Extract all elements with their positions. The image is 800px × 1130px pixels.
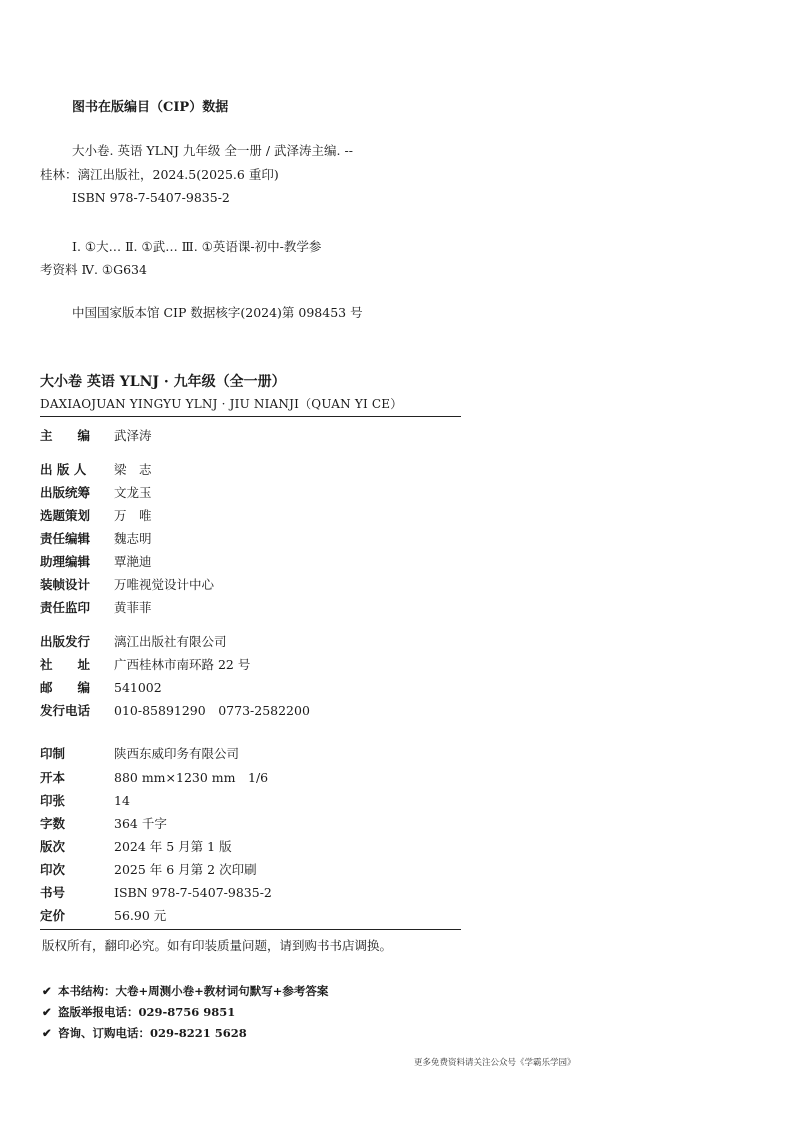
spec-label: [40, 884, 90, 902]
publisher-label: 发行电话: [40, 703, 91, 718]
cip-title: 图书在版编目（CIP）数据: [72, 100, 229, 115]
staff-row: [40, 576, 214, 594]
spec-row: [40, 861, 257, 879]
spec-label-char: 制: [52, 746, 66, 761]
staff-row: [40, 553, 152, 571]
staff-value: 黄菲菲: [114, 600, 152, 615]
staff-row: [40, 530, 152, 548]
staff-label: 责任监印: [40, 600, 91, 615]
spec-label: [40, 769, 90, 787]
spec-label-char: 印: [40, 793, 53, 808]
staff-label: 装帧设计: [40, 577, 91, 592]
cip-line-1: 大小卷. 英语 YLNJ 九年级 全一册 / 武泽涛主编. --: [72, 143, 353, 158]
info-bullet: [42, 983, 328, 999]
spec-label-char: 字: [40, 816, 53, 831]
spec-value: 陕西东威印务有限公司: [114, 746, 240, 761]
copyright-notice: 版权所有，翻印必究。如有印装质量问题，请到购书书店调换。: [42, 938, 393, 953]
publisher-row: [40, 679, 162, 697]
staff-value: 覃滟迪: [114, 554, 152, 569]
staff-value: 梁 志: [114, 462, 152, 477]
staff-value: 魏志明: [114, 531, 152, 546]
info-bullet: [42, 1004, 235, 1020]
footer-note: 更多免费资料请关注公众号《学霸乐学园》: [414, 1058, 576, 1068]
spec-row: [40, 745, 239, 763]
spec-row: [40, 815, 167, 833]
bullet-text: 本书结构：大卷+周测小卷+教材词句默写+参考答案: [58, 984, 329, 998]
publisher-label: 出版发行: [40, 634, 91, 649]
spec-value: 2025 年 6 月第 2 次印刷: [114, 862, 257, 877]
spec-label-char: 书: [40, 885, 53, 900]
staff-value: 万唯视觉设计中心: [114, 577, 215, 592]
publisher-label: 社 址: [40, 657, 91, 672]
spec-label: [40, 838, 90, 856]
staff-row: [40, 599, 152, 617]
spec-value: 14: [114, 793, 130, 808]
spec-label-char: 数: [52, 816, 66, 831]
cip-line-6: 中国国家版本馆 CIP 数据核字(2024)第 098453 号: [72, 305, 363, 320]
spec-label-char: 价: [52, 908, 66, 923]
spec-value: 2024 年 5 月第 1 版: [114, 839, 232, 854]
cip-line-4: Ⅰ. ①大… Ⅱ. ①武… Ⅲ. ①英语课-初中-教学参: [72, 239, 322, 254]
spec-label: [40, 861, 90, 879]
spec-value: ISBN 978-7-5407-9835-2: [114, 885, 272, 900]
info-bullet: [42, 1025, 247, 1041]
spec-label-char: 版: [40, 839, 53, 854]
bullet-text: 咨询、订购电话：029-8221 5628: [58, 1026, 247, 1040]
bullet-text: 盗版举报电话：029-8756 9851: [58, 1005, 236, 1019]
spec-label-char: 定: [40, 908, 53, 923]
spec-label-char: 号: [52, 885, 66, 900]
spec-row: [40, 769, 268, 787]
spec-row: [40, 907, 166, 925]
staff-value: 万 唯: [114, 508, 152, 523]
divider-bottom: [40, 929, 461, 930]
spec-label: [40, 815, 90, 833]
staff-value: 武泽涛: [114, 428, 152, 443]
publisher-row: [40, 633, 227, 651]
spec-row: [40, 838, 232, 856]
spec-label: [40, 907, 90, 925]
spec-label-char: 张: [52, 793, 66, 808]
staff-row: [40, 484, 152, 502]
spec-label-char: 本: [52, 770, 66, 785]
book-title-pinyin: DAXIAOJUAN YINGYU YLNJ · JIU NIANJI（QUAN YI CE）: [40, 397, 403, 411]
cip-line-5: 考资料 Ⅳ. ①G634: [40, 262, 147, 277]
publisher-value: 漓江出版社有限公司: [114, 634, 227, 649]
spec-label-char: 次: [52, 839, 66, 854]
publisher-value: 541002: [114, 680, 162, 695]
divider-top: [40, 416, 461, 417]
spec-value: 364 千字: [114, 816, 167, 831]
publisher-row: [40, 702, 310, 720]
staff-label: 选题策划: [40, 508, 91, 523]
staff-label: 出 版 人: [40, 462, 87, 477]
staff-row: [40, 461, 152, 479]
staff-value: 文龙玉: [114, 485, 152, 500]
check-icon: ✔: [42, 1026, 52, 1040]
staff-label: 出版统筹: [40, 485, 91, 500]
spec-label-char: 印: [40, 746, 53, 761]
publisher-label: 邮 编: [40, 680, 91, 695]
spec-value: 56.90 元: [114, 908, 167, 923]
publisher-value: 广西桂林市南环路 22 号: [114, 657, 251, 672]
spec-label: [40, 745, 90, 763]
staff-label: 主 编: [40, 428, 91, 443]
spec-label-char: 印: [40, 862, 53, 877]
staff-row: [40, 427, 152, 445]
staff-row: [40, 507, 152, 525]
publisher-row: [40, 656, 250, 674]
cip-line-3: ISBN 978-7-5407-9835-2: [72, 190, 230, 205]
spec-label-char: 开: [40, 770, 53, 785]
publisher-value: 010-85891290 0773-2582200: [114, 703, 310, 718]
check-icon: ✔: [42, 1005, 52, 1019]
spec-label-char: 次: [52, 862, 66, 877]
spec-value: 880 mm×1230 mm 1/6: [114, 770, 269, 785]
spec-row: [40, 884, 272, 902]
book-title: 大小卷 英语 YLNJ · 九年级（全一册）: [40, 374, 286, 390]
staff-label: 助理编辑: [40, 554, 91, 569]
spec-row: [40, 792, 130, 810]
cip-line-2: 桂林：漓江出版社，2024.5(2025.6 重印): [40, 167, 279, 182]
spec-label: [40, 792, 90, 810]
check-icon: ✔: [42, 984, 52, 998]
staff-label: 责任编辑: [40, 531, 91, 546]
